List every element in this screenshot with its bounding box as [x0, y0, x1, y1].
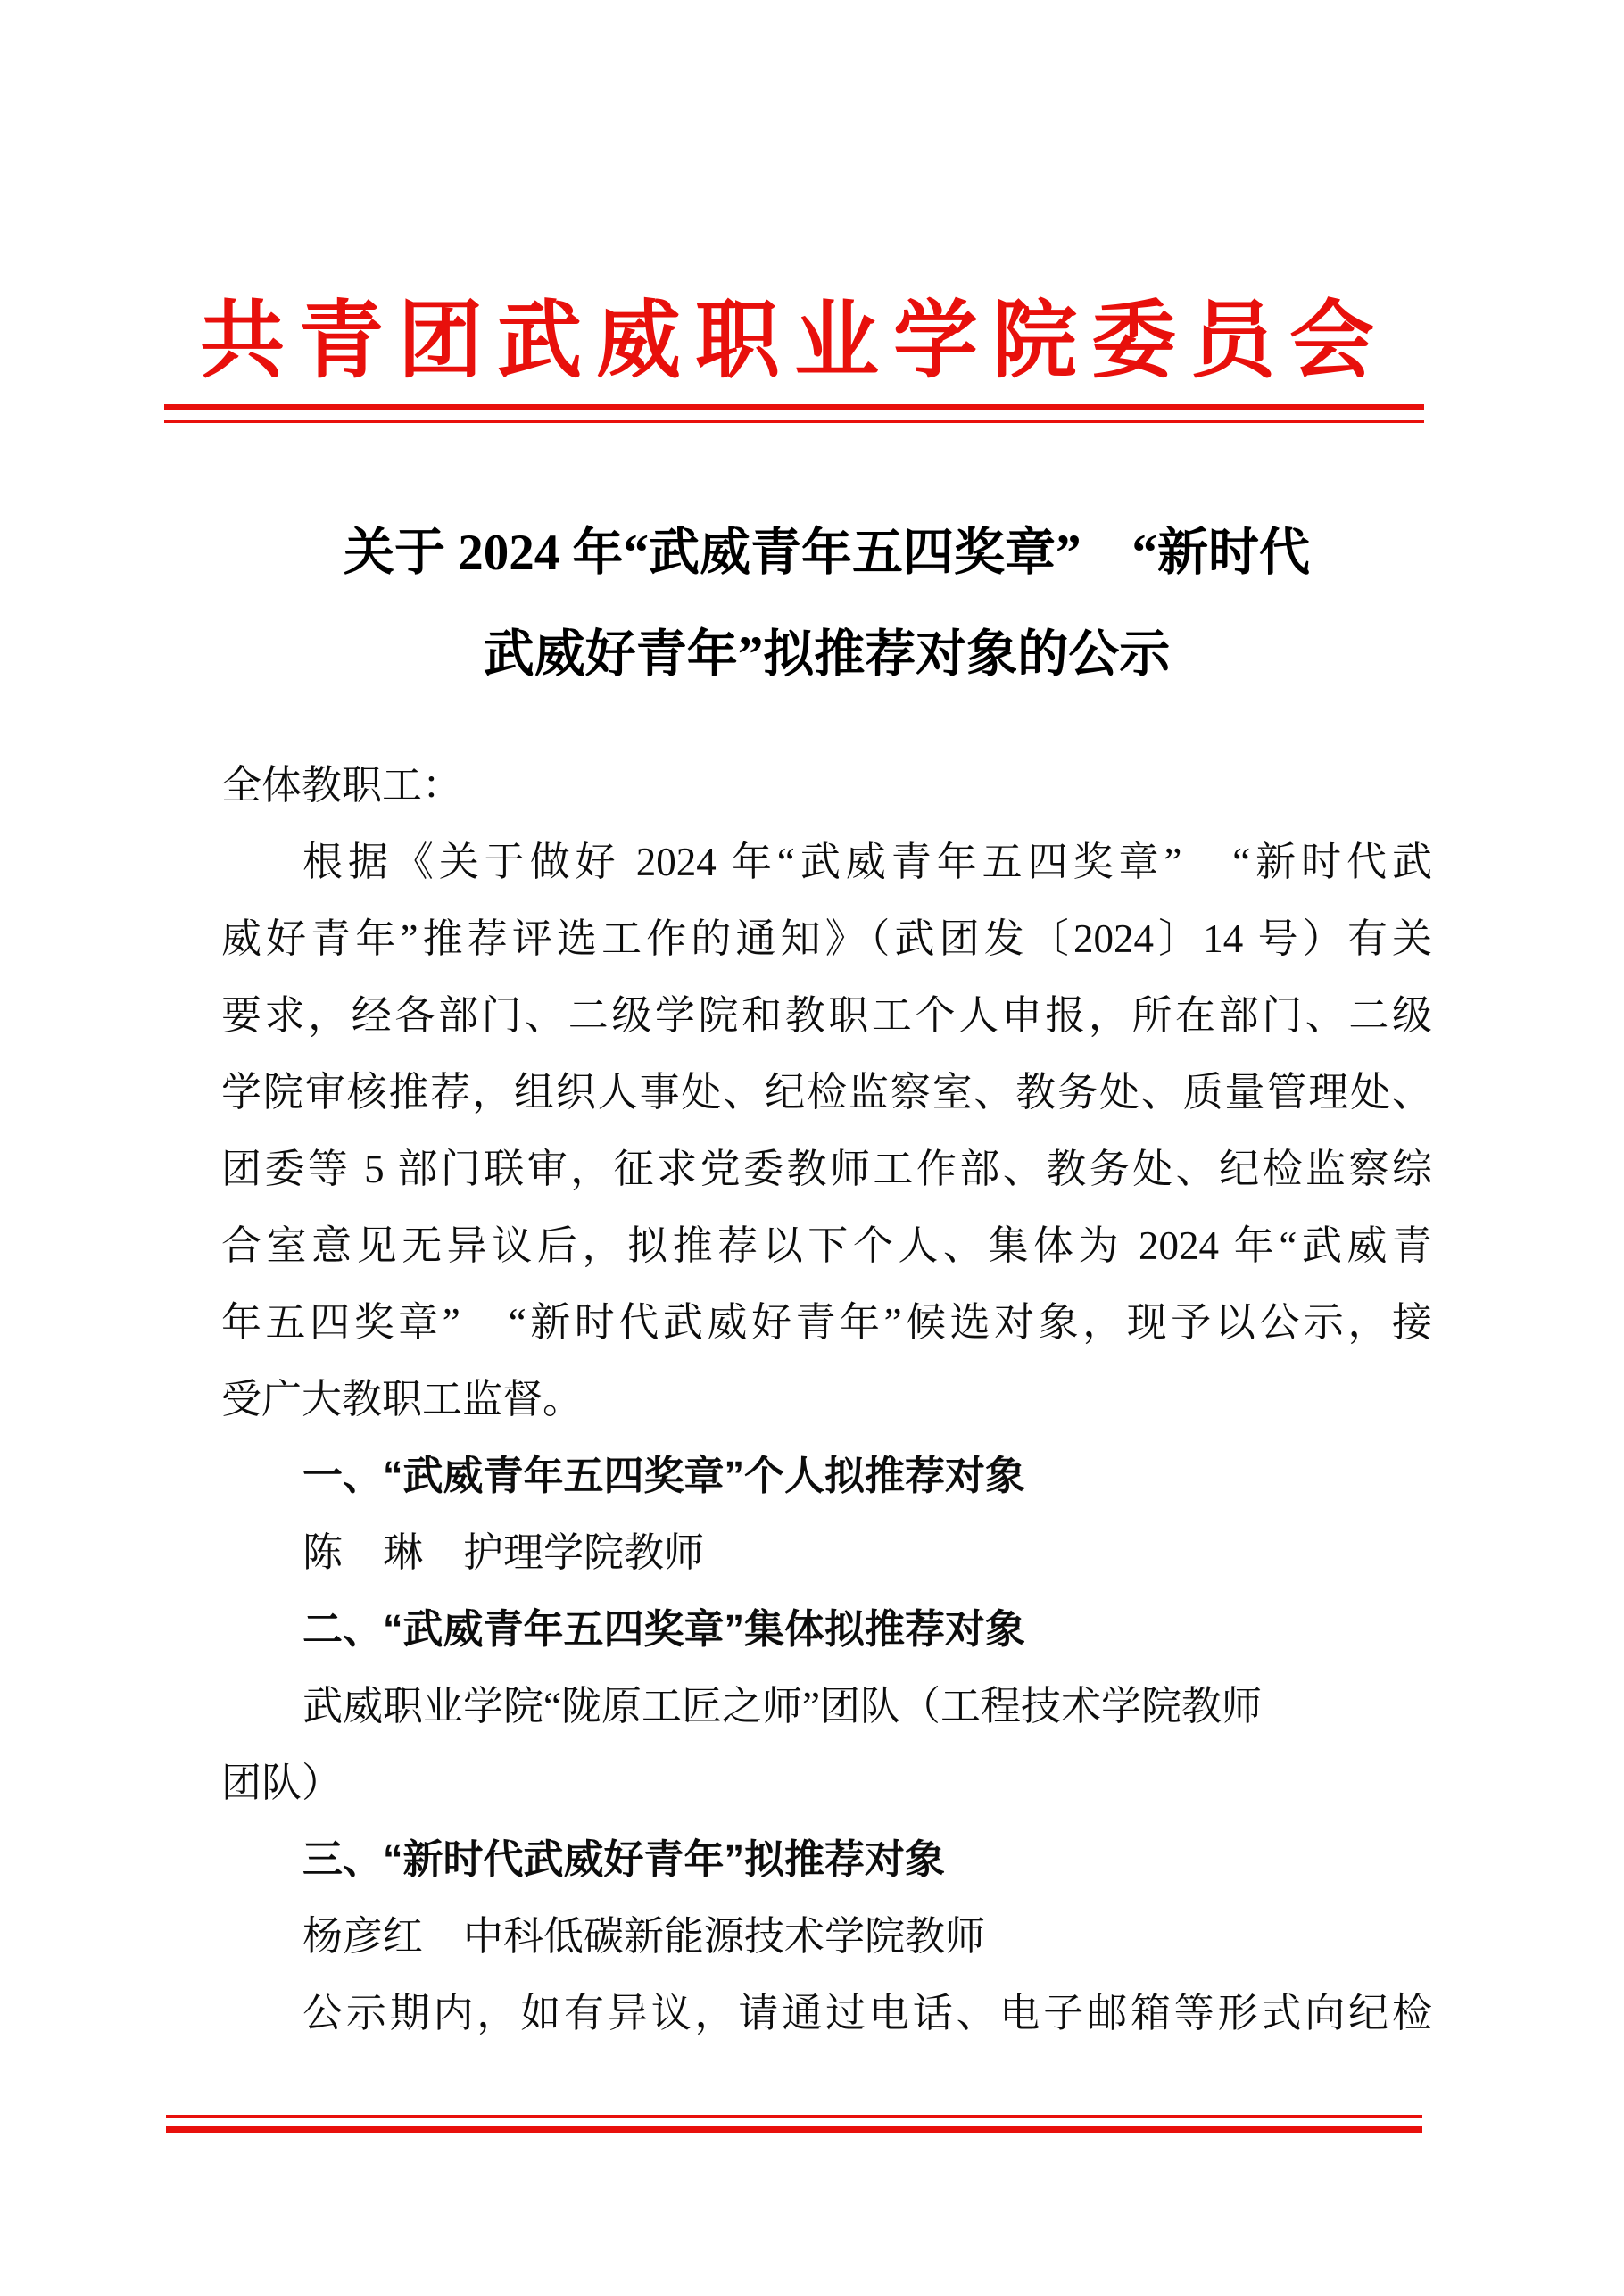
- body-line: 受广大教职工监督。: [221, 1377, 584, 1422]
- footer-rule-thick: [166, 2126, 1422, 2133]
- document-title-line-1: 关于 2024 年“武威青年五四奖章” “新时代: [344, 525, 1310, 581]
- body-line: 公示期内，如有异议，请通过电话、电子邮箱等形式向纪检: [302, 1991, 1432, 2035]
- document-body: [221, 747, 1432, 2051]
- footer-rule-thin: [166, 2115, 1422, 2118]
- body-line: 合室意见无异议后，拟推荐以下个人、集体为 2024 年“武威青: [221, 1223, 1432, 1268]
- letterhead-rule-thick: [164, 404, 1424, 410]
- nominee-line: 陈 琳 护理学院教师: [302, 1530, 705, 1575]
- letterhead-rule-thin: [164, 420, 1424, 423]
- section-heading-1: 一、“武威青年五四奖章”个人拟推荐对象: [302, 1453, 1026, 1498]
- section-heading-2: 二、“武威青年五四奖章”集体拟推荐对象: [302, 1606, 1026, 1652]
- body-line: 学院审核推荐，组织人事处、纪检监察室、教务处、质量管理处、: [221, 1070, 1432, 1115]
- nominee-line: 武威职业学院“陇原工匠之师”团队（工程技术学院教师: [302, 1684, 1262, 1728]
- section-heading-3: 三、“新时代武威好青年”拟推荐对象: [302, 1836, 946, 1882]
- body-line: 团委等 5 部门联审，征求党委教师工作部、教务处、纪检监察综: [221, 1147, 1432, 1191]
- nominee-line: 团队）: [221, 1761, 343, 1805]
- body-line: 威好青年”推荐评选工作的通知》（武团发〔2024〕14 号）有关: [221, 916, 1432, 961]
- letterhead-org-name: 共青团武威职业学院委员会: [199, 294, 1388, 388]
- salutation-line: 全体教职工：: [221, 763, 463, 808]
- body-line: 年五四奖章” “新时代武威好青年”候选对象，现予以公示，接: [221, 1300, 1432, 1345]
- document-title-line-2: 武威好青年”拟推荐对象的公示: [483, 626, 1171, 683]
- document-title: [221, 502, 1432, 706]
- body-line: 要求，经各部门、二级学院和教职工个人申报，所在部门、二级: [221, 993, 1432, 1038]
- nominee-line: 杨彦红 中科低碳新能源技术学院教师: [302, 1914, 986, 1959]
- body-line: 根据《关于做好 2024 年“武威青年五四奖章” “新时代武: [302, 840, 1432, 884]
